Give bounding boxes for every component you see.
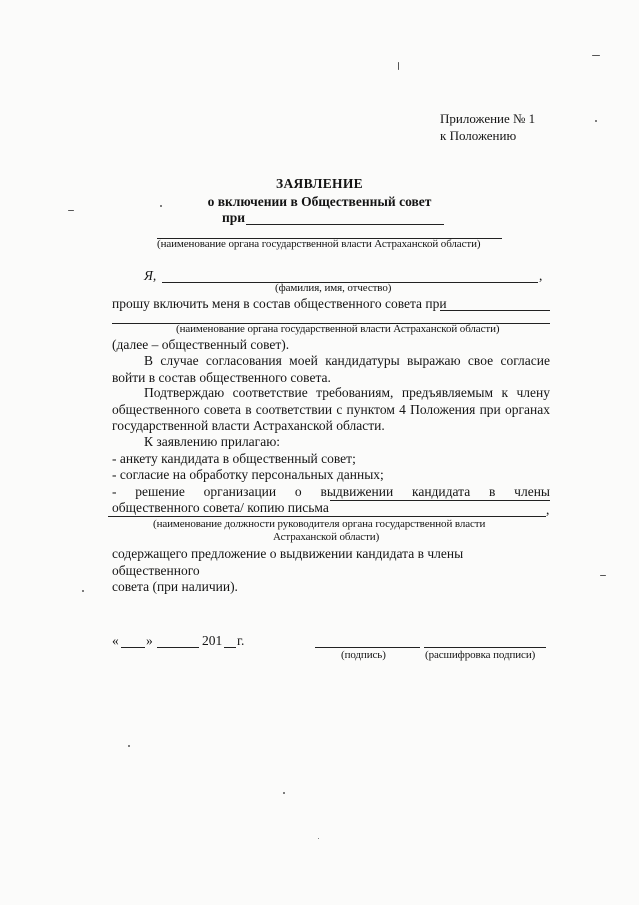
- date-year-prefix: 201: [202, 633, 223, 648]
- attach-item-3-line-1: - решение организации о выдвижении кандидата в члены: [112, 483, 550, 499]
- request-organ-blank[interactable]: [440, 310, 550, 311]
- signature-blank[interactable]: [315, 647, 420, 648]
- scan-speck: [128, 745, 130, 747]
- attach-item-3-line-2: общественного совета/ копию письма: [112, 500, 329, 515]
- date-close-quote: »: [146, 633, 153, 648]
- organ-caption-1: (наименование органа государственной власти Астраханской области): [157, 238, 481, 250]
- scan-speck: [283, 792, 285, 794]
- position-caption-1: (наименование должности руководителя органа государственной власти: [153, 518, 486, 530]
- fio-caption: (фамилия, имя, отчество): [275, 282, 392, 294]
- confirm-line-2: общественного совета в соответствии с пунктом 4 Положения при органах: [112, 401, 550, 417]
- scan-speck: [592, 55, 600, 56]
- attach-item-1: - анкету кандидата в общественный совет;: [112, 450, 356, 466]
- organ-caption-2: (наименование органа государственной власти Астраханской области): [176, 323, 500, 335]
- title-pri-blank[interactable]: [246, 224, 444, 225]
- letter-blank[interactable]: [330, 500, 550, 501]
- signature-decoding-blank[interactable]: [424, 647, 546, 648]
- annex-note: [440, 110, 535, 144]
- attach-intro: К заявлению прилагаю:: [144, 434, 281, 449]
- confirm-paragraph: [112, 385, 550, 435]
- scan-speck: [68, 210, 74, 211]
- fio-comma: ,: [539, 268, 543, 283]
- consent-line-1: В случае согласования моей кандидатуры выражаю свое согласие: [144, 353, 550, 368]
- document-subtitle: о включении в Общественный совет: [207, 194, 432, 209]
- scan-speck: [82, 590, 84, 592]
- annex-line-2: к Положению: [440, 128, 517, 143]
- request-text: прошу включить меня в состав общественного совета при: [112, 296, 447, 311]
- containing-line-2: совета (при наличии).: [112, 579, 238, 594]
- signature-caption: (подпись): [341, 649, 386, 661]
- confirm-line-1: Подтверждаю соответствие требованиям, предъявляемым к члену: [144, 385, 550, 400]
- scan-speck: [318, 838, 319, 839]
- title-pri-label: при: [222, 210, 246, 225]
- confirm-line-3: государственной власти Астраханской области.: [112, 418, 385, 433]
- attachments-list: [112, 434, 550, 517]
- date-month-blank[interactable]: [157, 647, 199, 648]
- position-caption-2: Астраханской области): [273, 531, 380, 543]
- containing-line-1: содержащего предложение о выдвижении кандидата в члены общественного: [112, 546, 464, 578]
- containing-paragraph: [112, 546, 550, 596]
- scan-speck: [398, 62, 399, 70]
- further-text: (далее – общественный совет).: [112, 337, 290, 352]
- date-year-blank[interactable]: [224, 647, 236, 648]
- date-day-blank[interactable]: [121, 647, 145, 648]
- date-year-suffix: г.: [237, 633, 245, 648]
- decoding-caption: (расшифровка подписи): [425, 649, 536, 661]
- ya-label: Я,: [144, 268, 157, 283]
- scan-speck: [600, 575, 606, 576]
- document-title: ЗАЯВЛЕНИЕ: [276, 176, 363, 191]
- date-open-quote: «: [112, 633, 119, 648]
- position-blank[interactable]: [108, 516, 546, 517]
- consent-line-2: войти в состав общественного совета.: [112, 369, 331, 385]
- scan-speck: [595, 120, 597, 122]
- scan-speck: [160, 205, 162, 207]
- position-comma: ,: [546, 502, 550, 517]
- attach-item-2: - согласие на обработку персональных данных;: [112, 467, 384, 482]
- annex-line-1: Приложение № 1: [440, 111, 536, 126]
- consent-paragraph: [112, 353, 550, 386]
